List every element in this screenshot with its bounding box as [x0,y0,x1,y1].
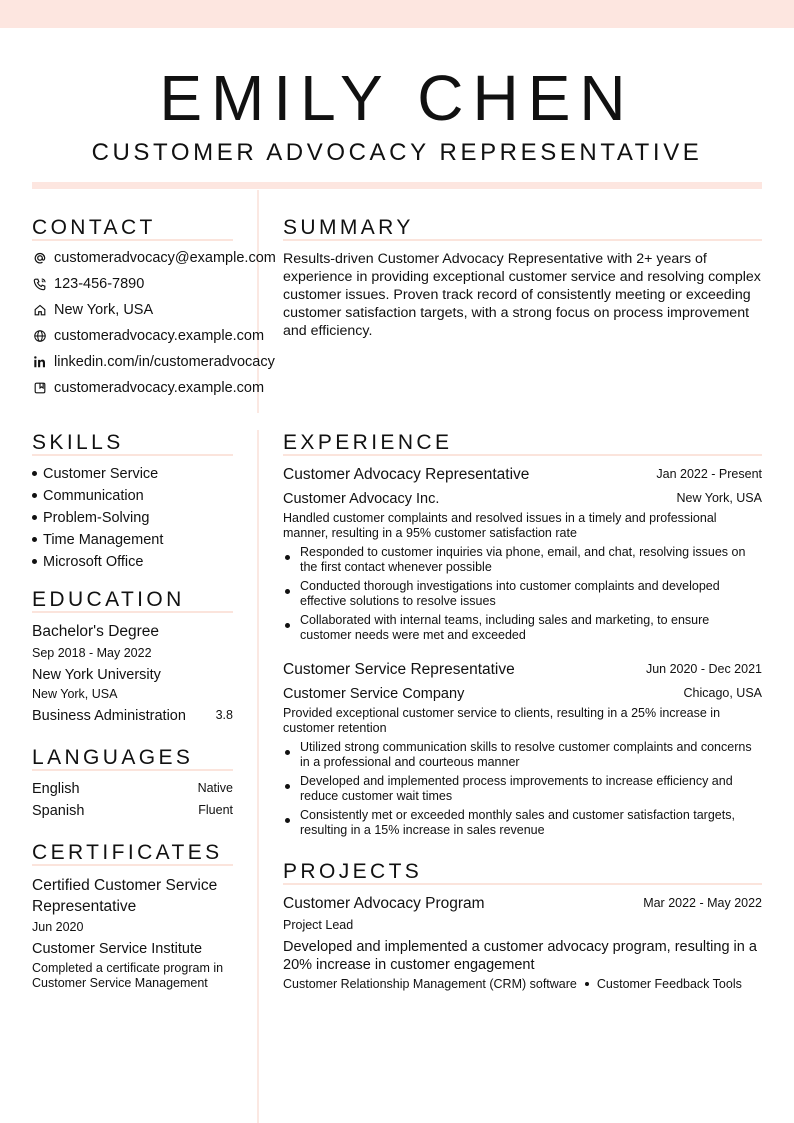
skill-item [32,553,143,571]
job-bullet: Developed and implemented process improvements to increase efficiency and reduce customer wait times [300,774,733,803]
languages-rule [32,769,233,771]
experience-heading: EXPERIENCE [283,431,453,454]
contact-website[interactable] [32,326,264,346]
top-accent-band [0,0,794,28]
skill-item [32,487,144,505]
summary-heading: SUMMARY [283,216,414,239]
language-level: Fluent [198,803,233,817]
job-bullet: Responded to customer inquiries via phone, email, and chat, resolving issues on the first contact whenever possible [300,545,746,574]
job-summary: Handled customer complaints and resolved issues in a timely and professional manner, resulting in a 95% customer satisfaction rate [283,511,717,540]
job-bullet: Conducted thorough investigations into customer complaints and developed effective solutions to resolve issues [300,579,720,608]
certificate-name: Certified Customer Service Representative [32,877,218,915]
contact-phone-text: 123-456-7890 [54,276,145,292]
contact-location-text: New York, USA [54,302,154,318]
certificate-issuer: Customer Service Institute [32,941,203,957]
bullet-icon [32,471,37,476]
contact-linkedin-text: linkedin.com/in/customeradvocacy [54,354,275,370]
job-bullet: Collaborated with internal teams, including sales and marketing, to ensure customer needs were met and exceeded [300,613,710,642]
contact-portfolio[interactable] [32,378,264,398]
projects-heading: PROJECTS [283,860,423,883]
contact-location [32,300,153,320]
skill-item [32,531,163,549]
bullet-icon [32,559,37,564]
column-divider-bottom [257,430,259,1123]
job-company: Customer Advocacy Inc. [283,491,440,507]
bullet-icon [32,493,37,498]
summary-text: Results-driven Customer Advocacy Representative with 2+ years of experience in providing exceptional customer service and resolving complex customer issues. Proven track record of consistently meeting or exceeding customer satisfaction targets, with a strong focus on process improvement and efficiency. [283,251,761,339]
skill-item [32,509,149,527]
education-heading: EDUCATION [32,588,185,611]
home-icon [32,302,48,318]
skills-heading: SKILLS [32,431,124,454]
education-degree: Bachelor's Degree [32,623,160,640]
education-field: Business Administration [32,708,186,724]
education-gpa: 3.8 [215,708,233,722]
bullet-icon [285,784,290,789]
summary-rule [283,239,762,241]
certificates-heading: CERTIFICATES [32,841,223,864]
bullet-icon [285,555,290,560]
job-summary: Provided exceptional customer service to clients, resulting in a 25% increase in customer retention [283,706,721,735]
education-school: New York University [32,667,161,683]
skill-label: Time Management [43,532,164,548]
project-name: Customer Advocacy Program [283,895,485,912]
contact-portfolio-text: customeradvocacy.example.com [54,380,265,396]
contact-linkedin[interactable] [32,352,275,372]
job-bullet: Consistently met or exceeded monthly sales and customer satisfaction targets, resulting in a 15% increase in sales revenue [300,808,735,837]
skill-label: Microsoft Office [43,554,144,570]
bullet-icon [285,623,290,628]
certificates-rule [32,864,233,866]
bullet-icon [32,537,37,542]
project-dates: Mar 2022 - May 2022 [643,896,762,910]
candidate-title: CUSTOMER ADVOCACY REPRESENTATIVE [91,139,703,166]
languages-heading: LANGUAGES [32,746,194,769]
certificate-date: Jun 2020 [32,920,84,934]
project-description: Developed and implemented a customer advocacy program, resulting in a 20% increase in customer engagement [283,939,757,973]
language-name: English [32,781,80,797]
bullet-icon [285,750,290,755]
linkedin-icon [32,354,48,370]
bullet-icon [285,589,290,594]
globe-icon [32,328,48,344]
job-bullet: Utilized strong communication skills to resolve customer complaints and concerns in a professional and courteous manner [300,740,752,769]
job-dates: Jan 2022 - Present [656,467,762,481]
skill-label: Problem-Solving [43,510,150,526]
contact-email[interactable] [32,248,276,268]
job-location: Chicago, USA [683,686,762,700]
education-rule [32,611,233,613]
certificate-description: Completed a certificate program in Customer Service Management [32,961,224,990]
education-dates: Sep 2018 - May 2022 [32,646,152,660]
job-title: Customer Service Representative [283,661,515,678]
experience-rule [283,454,762,456]
project-tools [283,977,742,992]
skill-label: Customer Service [43,466,159,482]
job-title: Customer Advocacy Representative [283,466,530,483]
project-tool: Customer Relationship Management (CRM) software [283,977,577,991]
bullet-icon [32,515,37,520]
job-company: Customer Service Company [283,686,465,702]
education-location: New York, USA [32,687,118,701]
contact-rule [32,239,233,241]
language-level: Native [197,781,233,795]
project-role: Project Lead [283,918,354,932]
candidate-name: EMILY CHEN [159,62,635,134]
at-icon [32,250,48,266]
bookmark-icon [32,380,48,396]
project-tool: Customer Feedback Tools [596,977,742,991]
header-divider [32,182,762,189]
job-dates: Jun 2020 - Dec 2021 [645,662,762,676]
phone-icon [32,276,48,292]
job-location: New York, USA [676,491,762,505]
bullet-icon [285,818,290,823]
skill-label: Communication [43,488,144,504]
skill-item [32,465,158,483]
bullet-icon [585,982,589,986]
contact-website-text: customeradvocacy.example.com [54,328,265,344]
language-name: Spanish [32,803,85,819]
contact-phone[interactable] [32,274,144,294]
projects-rule [283,883,762,885]
contact-email-text: customeradvocacy@example.com [54,250,276,266]
skills-rule [32,454,233,456]
contact-heading: CONTACT [32,216,156,239]
